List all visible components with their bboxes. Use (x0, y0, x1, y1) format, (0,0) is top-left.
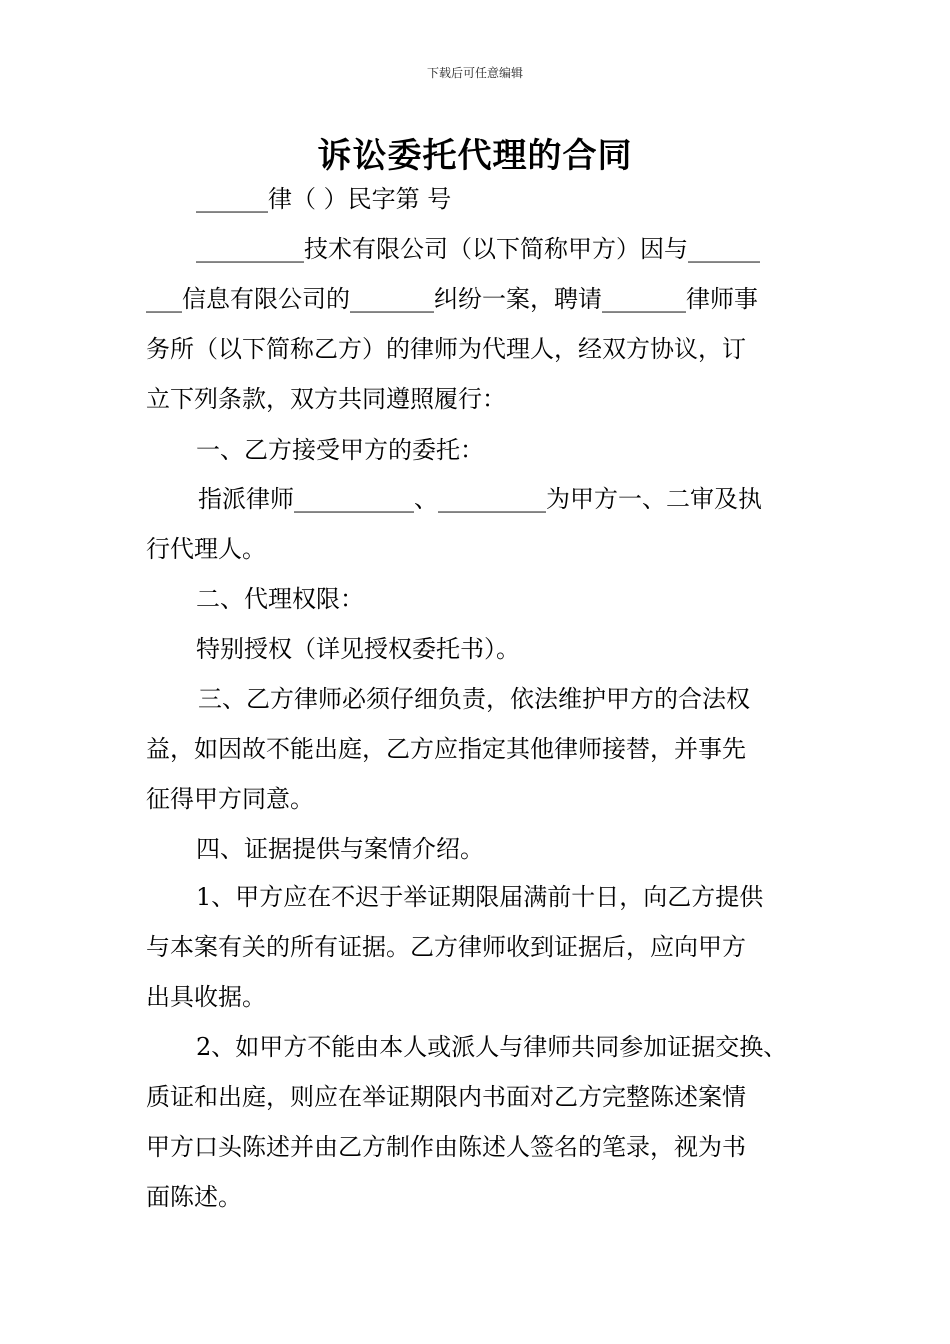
paragraph-line: 2、如甲方不能由本人或派人与律师共同参加证据交换、 (196, 1033, 788, 1061)
section-heading: 二、代理权限： (196, 585, 364, 613)
page-header-note: 下载后可任意编辑 (426, 66, 523, 80)
paragraph-line: 出具收据。 (146, 983, 266, 1011)
paragraph-line: 征得甲方同意。 (146, 785, 314, 813)
paragraph-line: 与本案有关的所有证据。乙方律师收到证据后，应向甲方 (146, 933, 746, 961)
paragraph-line: 三、乙方律师必须仔细负责，依法维护甲方的合法权 (198, 685, 750, 713)
case-number-line: ______律（ ）民字第 号 (196, 185, 452, 213)
paragraph-line: ___信息有限公司的_______纠纷一案，聘请_______律师事 (146, 285, 758, 313)
section-heading: 一、乙方接受甲方的委托： (196, 436, 484, 464)
paragraph-line: 益，如因故不能出庭，乙方应指定其他律师接替，并事先 (146, 735, 746, 763)
section-heading: 四、证据提供与案情介绍。 (196, 835, 484, 863)
paragraph-line: 质证和出庭，则应在举证期限内书面对乙方完整陈述案情 (146, 1083, 746, 1111)
paragraph-line: 甲方口头陈述并由乙方制作由陈述人签名的笔录，视为书 (146, 1133, 746, 1161)
paragraph-line: _________技术有限公司（以下简称甲方）因与______ (196, 235, 760, 263)
document-title: 诉讼委托代理的合同 (317, 136, 633, 176)
paragraph-line: 指派律师__________、_________为甲方一、二审及执 (198, 485, 762, 513)
paragraph-line: 特别授权（详见授权委托书）。 (196, 635, 520, 663)
paragraph-line: 1、甲方应在不迟于举证期限届满前十日，向乙方提供 (196, 883, 764, 911)
paragraph-line: 务所（以下简称乙方）的律师为代理人，经双方协议，订 (146, 335, 746, 363)
paragraph-line: 立下列条款，双方共同遵照履行： (146, 385, 506, 413)
paragraph-line: 行代理人。 (146, 535, 266, 563)
paragraph-line: 面陈述。 (146, 1183, 242, 1211)
